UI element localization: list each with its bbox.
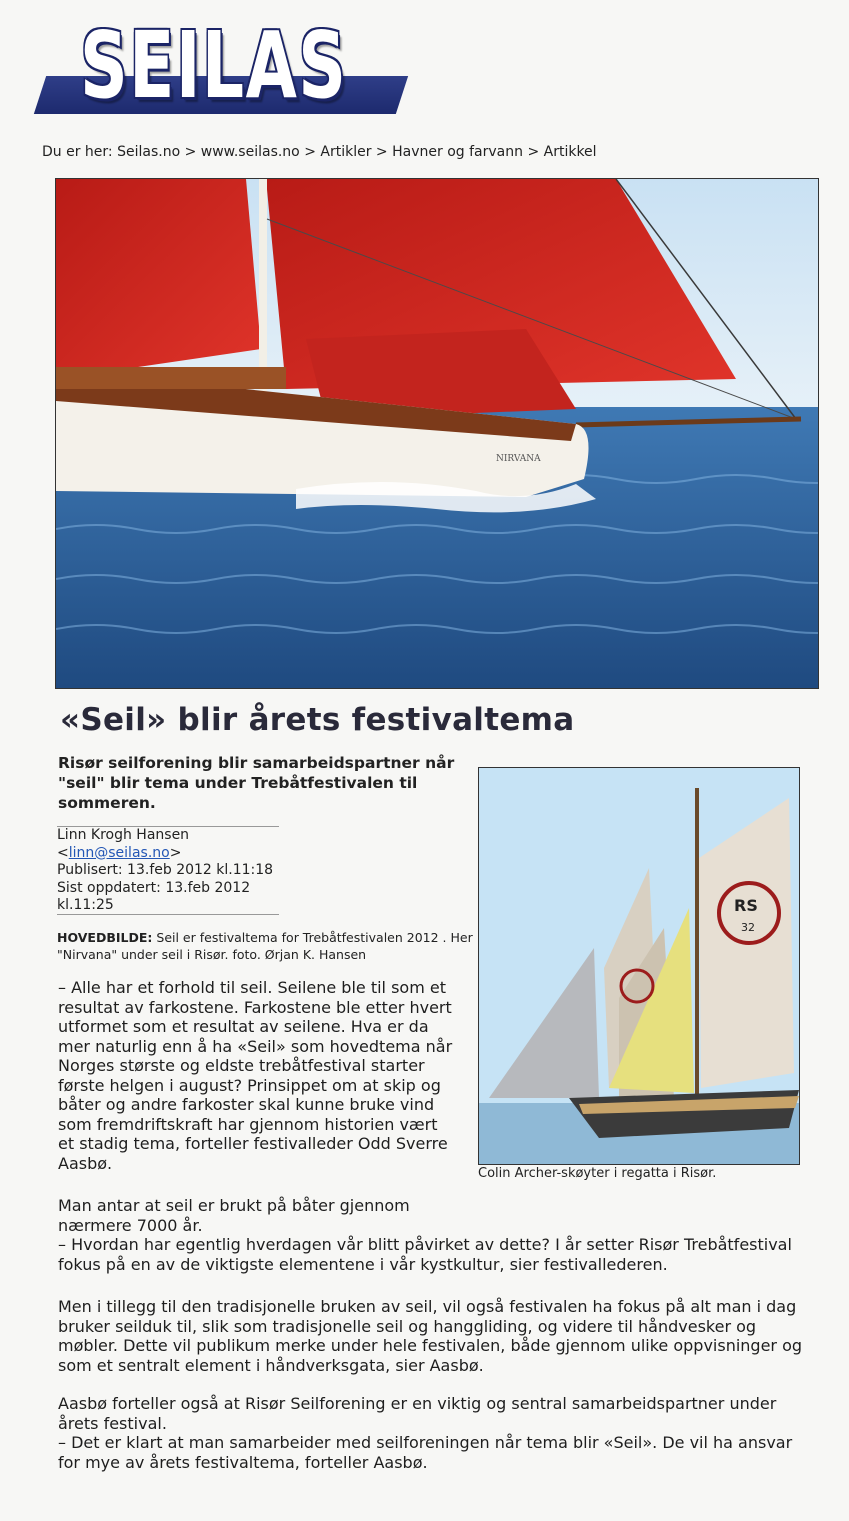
article-paragraph: Aasbø forteller også at Risør Seilforening er en viktig og sentral samarbeidspartner under årets festival.	[58, 1394, 777, 1433]
hero-boat-name: NIRVANA	[496, 454, 541, 464]
breadcrumb-separator: >	[527, 144, 540, 160]
sail-number: 32	[741, 921, 755, 934]
breadcrumb-item-artikler[interactable]: Artikler	[320, 144, 372, 160]
side-photo-caption: Colin Archer-skøyter i regatta i Risør.	[478, 1166, 717, 1181]
sail-mark: RS	[734, 896, 758, 915]
byline-divider-bottom	[57, 914, 279, 915]
hero-caption-text: Seil er festivaltema for Trebåtfestivalen 2012 . Her "Nirvana" under seil i Risør. foto. Ørjan K. Hansen	[57, 930, 473, 962]
article-lead: Risør seilforening blir samarbeidspartner når "seil" blir tema under Trebåtfestivalen til sommeren.	[58, 754, 455, 812]
breadcrumb-separator: >	[184, 144, 197, 160]
logo-text: SEILAS	[80, 12, 348, 119]
article-paragraph: Men i tillegg til den tradisjonelle bruken av seil, vil også festivalen ha fokus på alt man i dag bruker seilduk til, slik som tradisjonelle seil og hanggliding, og videre til håndvesker og møbler. Dette vil publikum merke under hele festivalen, både gjennom ulike oppvisninger og som et sentralt element i håndverksgata, sier Aasbø.	[58, 1297, 803, 1375]
breadcrumb-prefix: Du er her:	[42, 144, 113, 160]
updated-date: Sist oppdatert: 13.feb 2012	[57, 879, 251, 896]
hero-caption-label: HOVEDBILDE:	[57, 930, 153, 945]
side-photo[interactable]	[478, 767, 800, 1165]
author-email-line: <linn@seilas.no>	[57, 844, 182, 861]
hero-caption	[57, 929, 477, 963]
breadcrumb-item-havner[interactable]: Havner og farvann	[392, 144, 523, 160]
breadcrumb-item-seilas[interactable]: Seilas.no	[117, 144, 181, 160]
breadcrumb-item-www[interactable]: www.seilas.no	[200, 144, 300, 160]
hero-photo-illustration	[56, 179, 818, 688]
author-name: Linn Krogh Hansen	[57, 827, 190, 843]
hero-photo[interactable]	[55, 178, 819, 689]
article-paragraph: Man antar at seil er brukt på båter gjennom nærmere 7000 år.	[58, 1196, 410, 1235]
breadcrumb	[42, 144, 597, 160]
side-photo-illustration	[479, 768, 799, 1164]
published-date: Publisert: 13.feb 2012 kl.11:18	[57, 862, 274, 878]
article-paragraph: – Det er klart at man samarbeider med seilforeningen når tema blir «Seil». De vil ha ansvar for mye av årets festivaltema, forteller Aasbø.	[58, 1433, 793, 1472]
article-paragraph: – Alle har et forhold til seil. Seilene ble til som et resultat av farkostene. Farkostene ble etter hvert utformet som et resultat av seilene. Hva er da mer naturlig enn å ha «Seil» som hovedtema når Norges største og eldste trebåtfestival starter første helgen i august? Prinsippet om at skip og båter og andre farkoster skal kunne bruke vind som fremdriftskraft har gjennom historien vært et stadig tema, forteller festivalleder Odd Sverre Aasbø.	[58, 978, 453, 1173]
breadcrumb-separator: >	[375, 144, 388, 160]
author-email-link[interactable]: linn@seilas.no	[68, 844, 170, 861]
updated-time: kl.11:25	[57, 897, 114, 913]
breadcrumb-item-current: Artikkel	[543, 144, 597, 160]
article-paragraph: – Hvordan har egentlig hverdagen vår blitt påvirket av dette? I år setter Risør Trebåtfestival fokus på en av de viktigste elementene i vår kystkultur, sier festivallederen.	[58, 1235, 792, 1274]
article-title: «Seil» blir årets festivaltema	[60, 702, 575, 738]
breadcrumb-separator: >	[304, 144, 316, 160]
site-logo[interactable]	[40, 12, 420, 130]
byline	[57, 827, 273, 915]
